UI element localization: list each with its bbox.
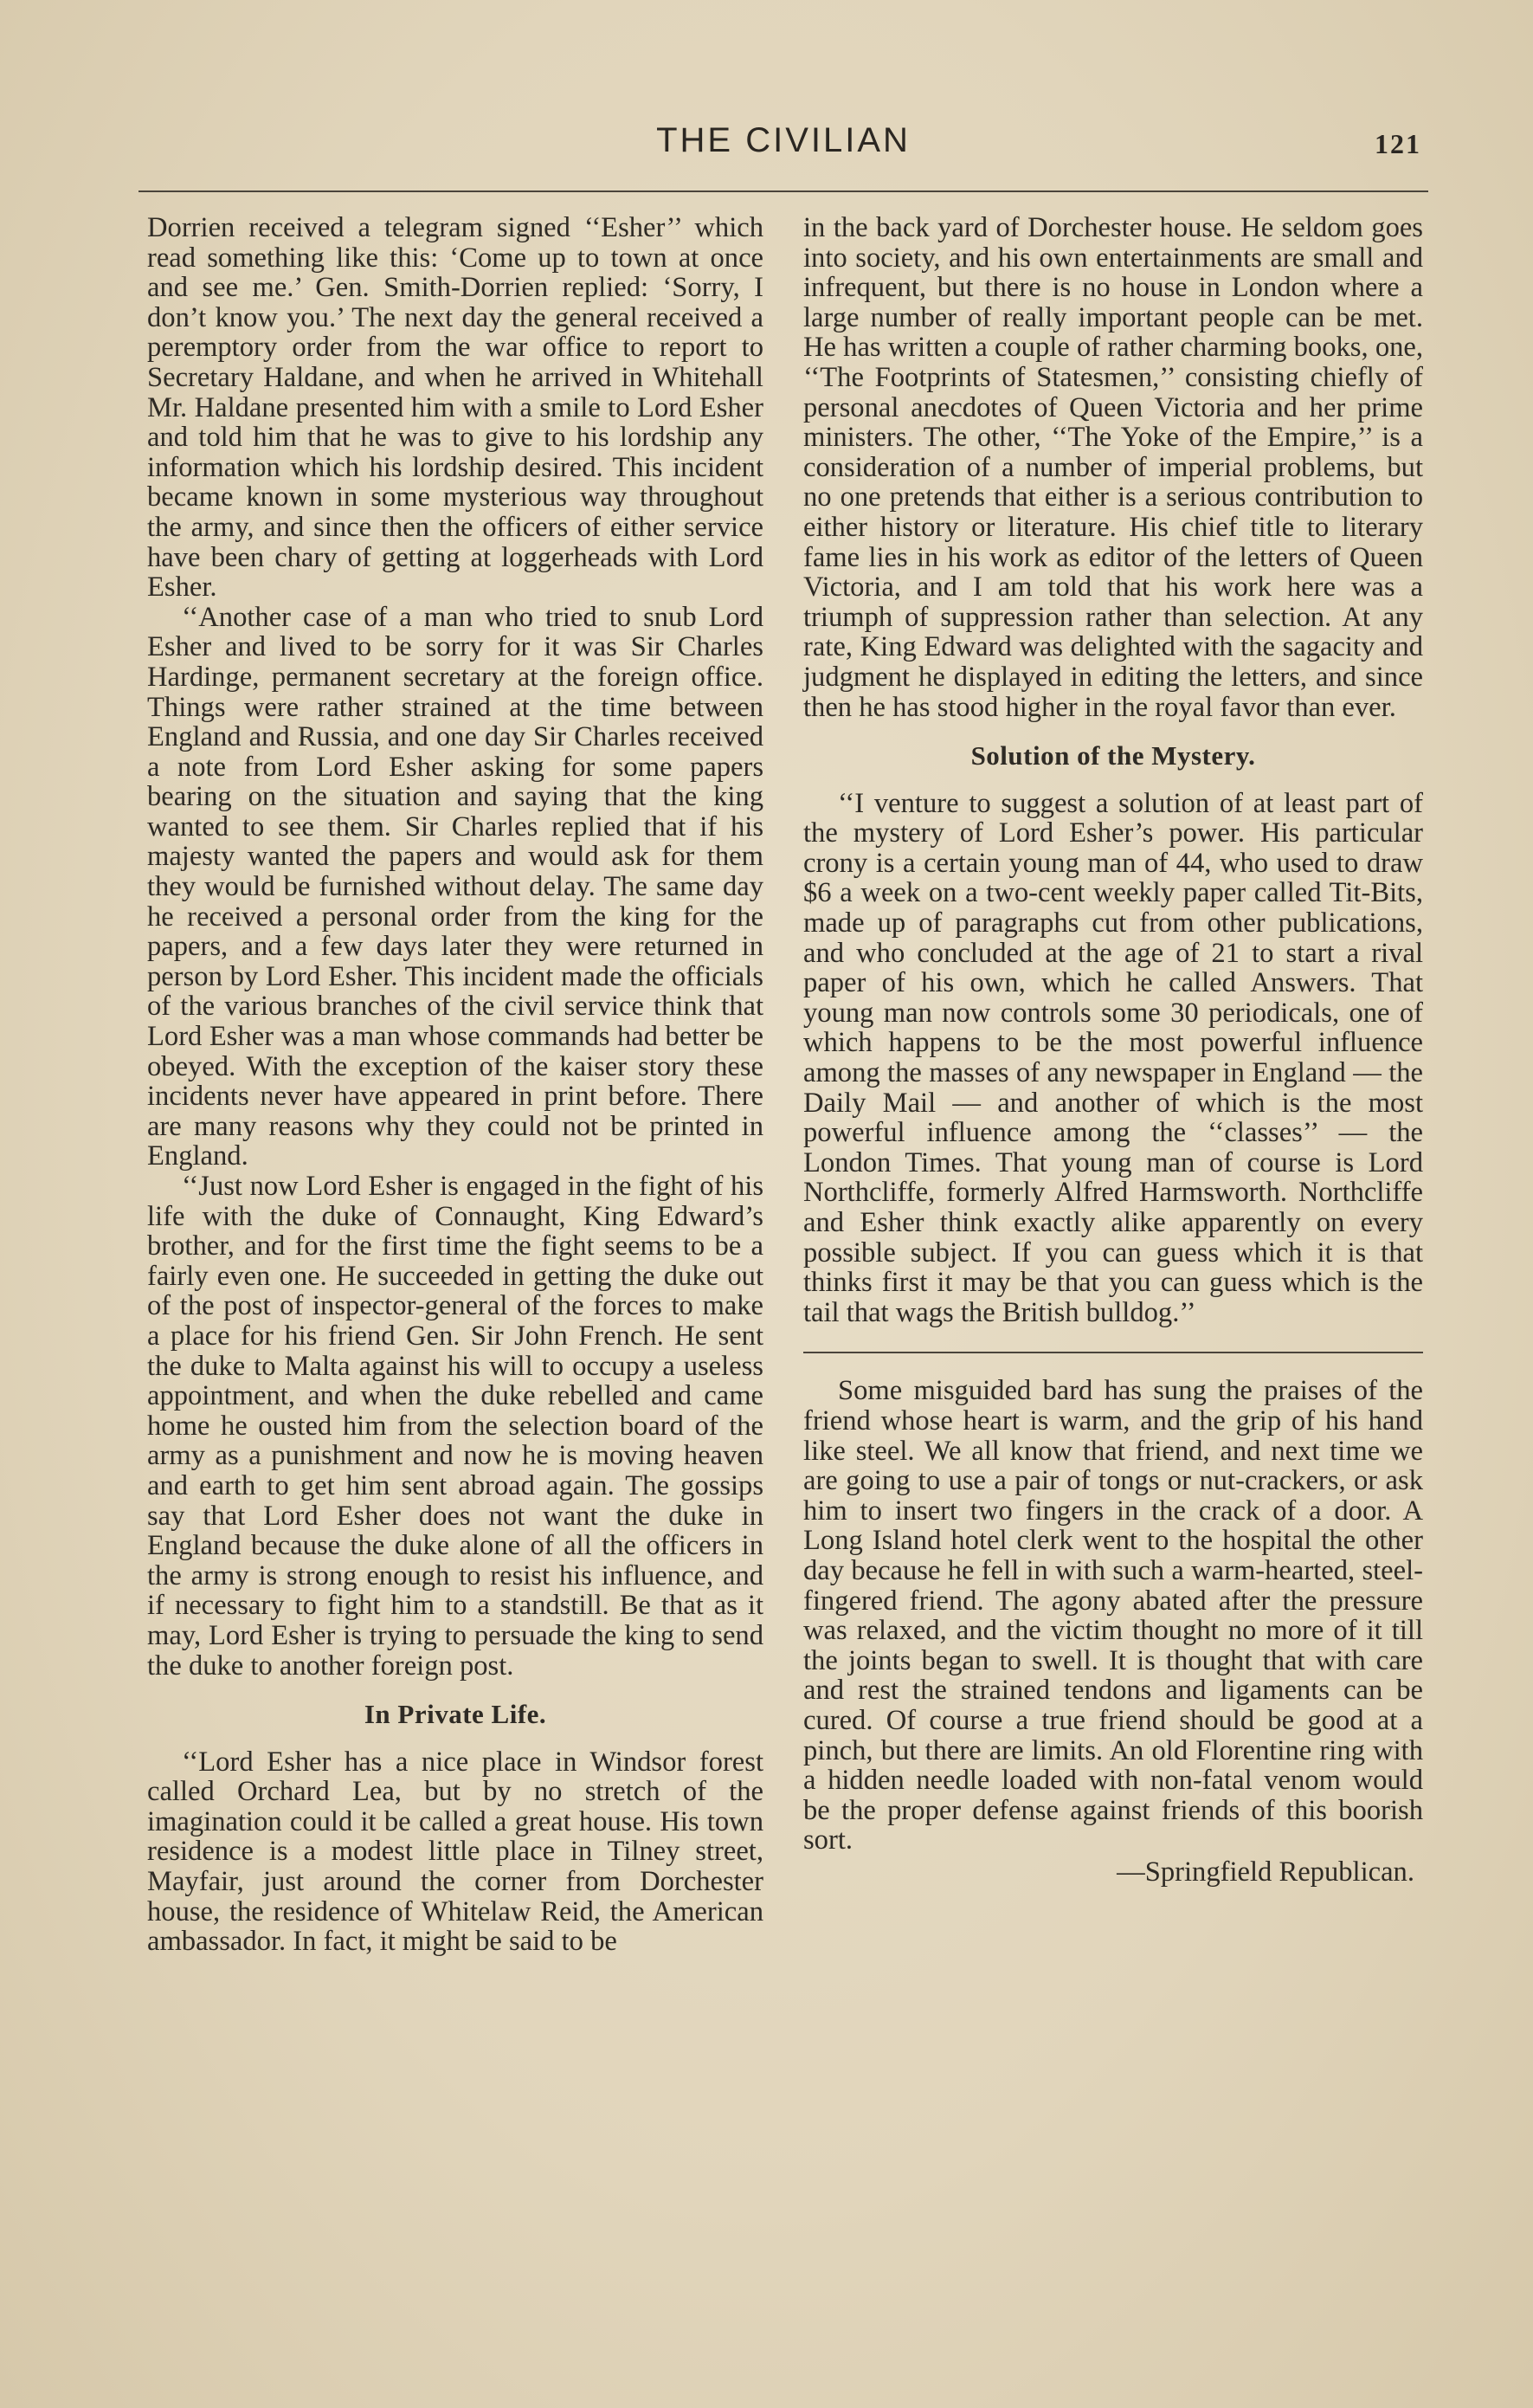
paragraph: ‘‘Lord Esher has a nice place in Windsor forest called Orchard Lea, but by no stretch of the imagination could it be called a great house. His town residence is a modest little place in Tilney street, Mayfair, just around the corner from Dorchester house, the residence of Whitelaw Reid, the American ambassador. In fact, it might be said to be [147,1746,763,1958]
paragraph: Some misguided bard has sung the praises of the friend whose heart is warm, and the grip of his hand like steel. We all know that friend, and next time we are going to use a pair of tongs or nut-crackers, or ask him to insert two fingers in the crack of a door. A Long Island hotel clerk went to the hospital the other day because he fell in with such a warm-hearted, steel-fingered friend. The agony abated after the pressure was relaxed, and the victim thought no more of it till the joints began to swell. It is thought that with care and rest the strained tendons and ligaments can be cured. Of course a true friend should be good at a pinch, but there are limits. An old Florentine ring with a hidden needle loaded with non-fatal venom would be the proper defense against friends of this boorish sort. [803,1375,1423,1856]
section-heading: In Private Life. [364,1699,547,1730]
section-heading: Solution of the Mystery. [970,740,1256,771]
publication-title: THE CIVILIAN [656,121,911,159]
page-header [138,121,1428,182]
paragraph: ‘‘I venture to suggest a solution of at least part of the mystery of Lord Esher’s power. His particular crony is a certain young man of 44, who used to draw $6 a week on a two-cent weekly paper called Tit-Bits, made up of paragraphs cut from other publications, and who concluded at the age of 21 to start a rival paper of his own, which he called Answers. That young man now controls some 30 periodicals, one of which happens to be the most powerful influence among the masses of any newspaper in England — the Daily Mail — and another of which is the most powerful influence among the ‘‘classes’’ — the London Times. That young man of course is Lord Northcliffe, formerly Alfred Harmsworth. Northcliffe and Esher think exactly alike apparently on every possible subject. If you can guess which it is that thinks first it may be that you can guess which is the tail that wags the British bulldog.’’ [803,787,1423,1328]
source-attribution: —Springfield Republican. [1117,1856,1414,1888]
left-column [147,213,763,1957]
page-number: 121 [1375,128,1421,159]
article-divider [803,1352,1423,1353]
paragraph: Dorrien received a telegram signed ‘‘Esher’’ which read something like this: ‘Come up to town at once and see me.’ Gen. Smith-Dorrien replied: ‘Sorry, I don’t know you.’ The next day the general received a peremptory order from the war office to report to Secretary Haldane, and when he arrived in Whitehall Mr. Haldane presented him with a smile to Lord Esher and told him that he was to give to his lordship any information which his lordship desired. This incident became known in some mysterious way throughout the army, and since then the officers of either service have been chary of getting at loggerheads with Lord Esher. [147,212,763,604]
right-column [803,213,1423,1887]
paragraph: in the back yard of Dorchester house. He seldom goes into society, and his own entertainments are small and infrequent, but there is no house in London where a large number of really important people can be met. He has written a couple of rather charming books, one, ‘‘The Footprints of Statesmen,’’ consisting chiefly of personal anecdotes of Queen Victoria and her prime ministers. The other, ‘‘The Yoke of the Empire,’’ is a consideration of a number of imperial problems, but no one pretends that either is a serious contribution to either history or literature. His chief title to literary fame lies in his work as editor of the letters of Queen Victoria, and I am told that his work here was a triumph of suppression rather than selection. At any rate, King Edward was delighted with the sagacity and judgment he displayed in editing the letters, and since then he has stood higher in the royal favor than ever. [803,212,1423,723]
header-rule [138,190,1428,192]
paragraph: ‘‘Just now Lord Esher is engaged in the fight of his life with the duke of Connaught, King Edward’s brother, and for the first time the fight seems to be a fairly even one. He succeeded in getting the duke out of the post of inspector-general of the forces to make a place for his friend Gen. Sir John French. He sent the duke to Malta against his will to occupy a useless appointment, and when the duke rebelled and came home he ousted him from the selection board of the army as a punishment and now he is moving heaven and earth to get him sent abroad again. The gossips say that Lord Esher does not want the duke in England because the duke alone of all the officers in the army is strong enough to resist his influence, and if necessary to fight him to a standstill. Be that as it may, Lord Esher is trying to persuade the king to send the duke to another foreign post. [147,1171,763,1682]
paragraph: ‘‘Another case of a man who tried to snub Lord Esher and lived to be sorry for it was Sir Charles Hardinge, permanent secretary at the foreign office. Things were rather strained at the time between England and Russia, and one day Sir Charles received a note from Lord Esher asking for some papers bearing on the situation and saying that the king wanted to see them. Sir Charles replied that if his majesty wanted the papers and would ask for them they would be furnished without delay. The same day he received a personal order from the king for the papers, and a few days later they were returned in person by Lord Esher. This incident made the officials of the various branches of the civil service think that Lord Esher was a man whose commands had better be obeyed. With the exception of the kaiser story these incidents never have appeared in print before. There are many reasons why they could not be printed in England. [147,601,763,1172]
